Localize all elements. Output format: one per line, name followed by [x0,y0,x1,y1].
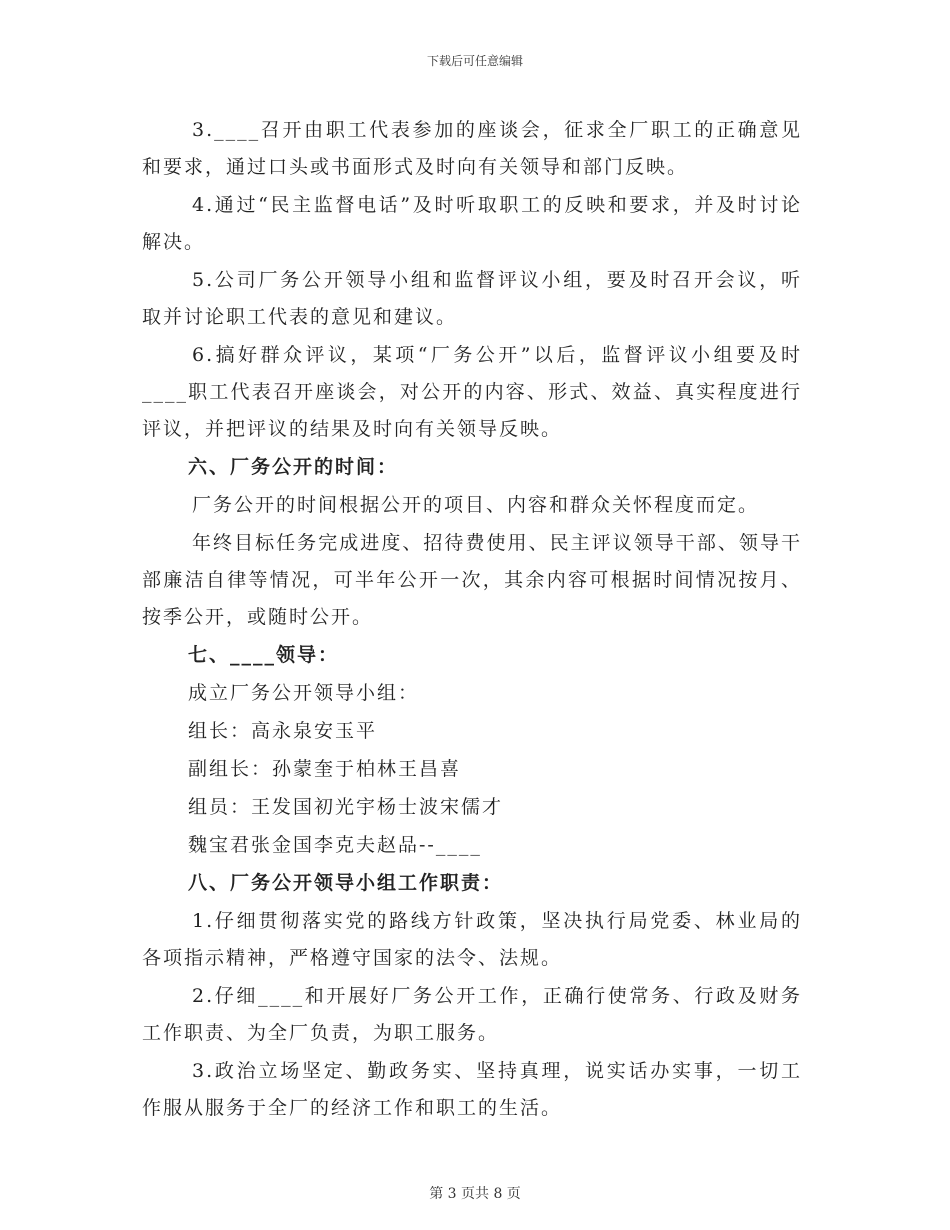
duty-item-2: 2.仔细____和开展好厂务公开工作，正确行使常务、行政及财务工作职责、为全厂负责，为职工服务。 [142,985,802,1044]
members-line-continued: 魏宝君张金国李克夫赵品--____ [188,834,482,856]
document-body [142,112,802,1128]
paragraph-item-3: 3.____召开由职工代表参加的座谈会，征求全厂职工的正确意见和要求，通过口头或书面形式及时向有关领导和部门反映。 [142,119,802,178]
paragraph-item-4: 4.通过“民主监督电话”及时听取职工的反映和要求，并及时讨论解决。 [142,194,802,253]
section-six-paragraph-1: 厂务公开的时间根据公开的项目、内容和群众关怀程度而定。 [192,494,760,516]
page-header-note: 下载后可任意编辑 [426,54,523,68]
leadership-group-intro: 成立厂务公开领导小组： [188,682,420,704]
section-six-paragraph-2: 年终目标任务完成进度、招待费使用、民主评议领导干部、领导干部廉洁自律等情况，可半年公开一次，其余内容可根据时间情况按月、按季公开，或随时公开。 [142,532,802,628]
paragraph-item-5: 5.公司厂务公开领导小组和监督评议小组，要及时召开会议，听取并讨论职工代表的意见和建议。 [142,269,802,328]
duty-item-3: 3.政治立场坚定、勤政务实、坚持真理，说实话办实事，一切工作服从服务于全厂的经济工作和职工的生活。 [142,1060,802,1119]
members-line: 组员：王发国初光宇杨士波宋儒才 [188,796,504,818]
section-eight-heading: 八、厂务公开领导小组工作职责： [188,872,504,894]
page-number-footer: 第 3 页共 8 页 [429,1186,521,1202]
section-six-heading: 六、厂务公开的时间： [188,456,399,478]
deputy-leader-line: 副组长：孙蒙奎于柏林王昌喜 [188,758,462,780]
paragraph-item-6: 6.搞好群众评议，某项“厂务公开”以后，监督评议小组要及时____职工代表召开座谈会，对公开的内容、形式、效益、真实程度进行评议，并把评议的结果及时向有关领导反映。 [142,344,802,440]
group-leader-line: 组长：高永泉安玉平 [188,720,378,742]
duty-item-1: 1.仔细贯彻落实党的路线方针政策，坚决执行局党委、林业局的各项指示精神，严格遵守国家的法令、法规。 [142,910,802,969]
section-seven-heading: 七、____领导： [188,644,340,666]
